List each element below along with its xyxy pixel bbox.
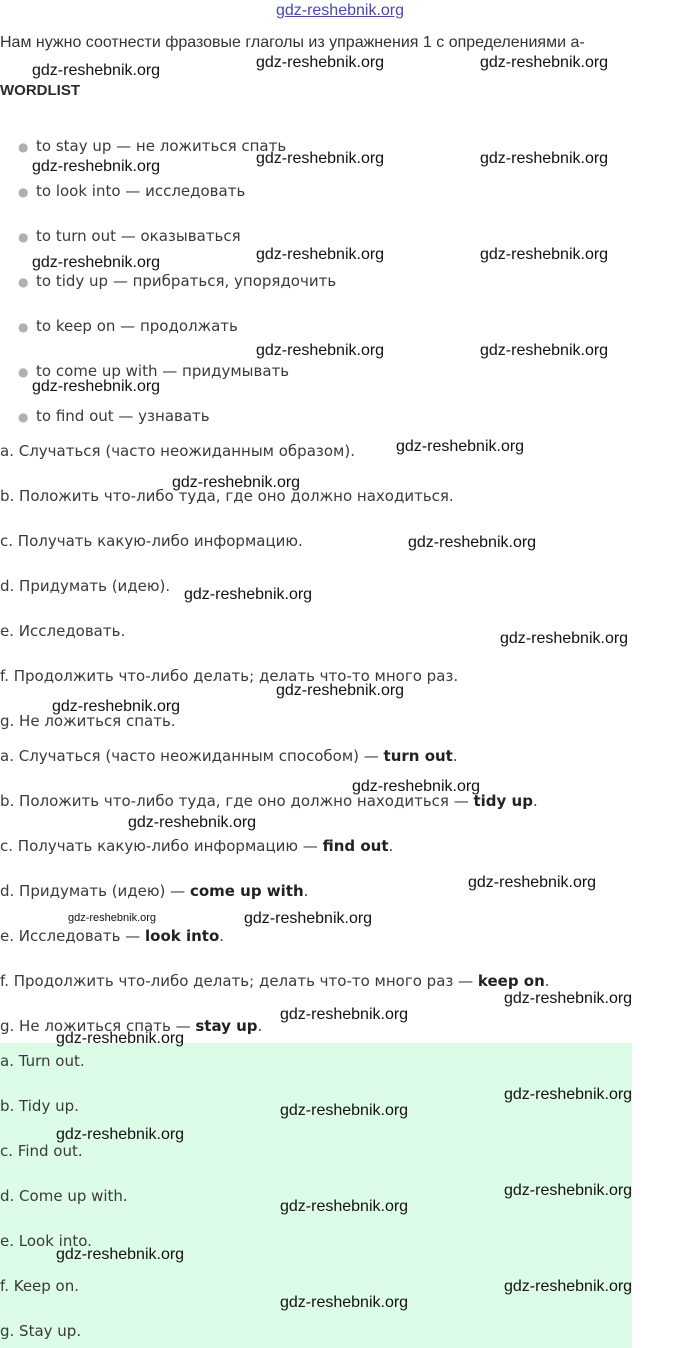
intro-text: Нам нужно соотнести фразовые глаголы из упражнения 1 с определениями a-: [0, 34, 585, 51]
watermark-text: gdz-reshebnik.org: [32, 254, 161, 271]
watermark-text: gdz-reshebnik.org: [504, 1182, 633, 1199]
definition-line: c. Получать какую-либо информацию.: [0, 532, 303, 550]
watermark-text: gdz-reshebnik.org: [256, 150, 385, 167]
matched-answer: turn out: [383, 747, 453, 765]
watermark-text: gdz-reshebnik.org: [500, 630, 629, 647]
wordlist-item: [18, 317, 238, 335]
watermark-text: gdz-reshebnik.org: [56, 1126, 185, 1143]
matched-line: [0, 747, 458, 765]
watermark-text: gdz-reshebnik.org: [256, 246, 385, 263]
matched-end: .: [219, 927, 225, 945]
watermark-text: gdz-reshebnik.org: [276, 682, 405, 699]
watermark-text: gdz-reshebnik.org: [280, 1006, 409, 1023]
matched-line: [0, 882, 308, 900]
watermark-text: gdz-reshebnik.org: [280, 1294, 409, 1311]
answer-line: c. Find out.: [0, 1142, 83, 1160]
wordlist-item-text: to come up with — придумывать: [36, 362, 290, 380]
matched-answer: look into: [145, 927, 220, 945]
wordlist-item-text: to find out — узнавать: [36, 407, 210, 425]
watermark-text: gdz-reshebnik.org: [480, 54, 609, 71]
matched-end: .: [303, 882, 309, 900]
matched-text: b. Положить что-либо туда, где оно должно находиться —: [0, 792, 474, 810]
watermark-text: gdz-reshebnik.org: [56, 1030, 185, 1047]
watermark-text: gdz-reshebnik.org: [128, 814, 257, 831]
watermark-text: gdz-reshebnik.org: [256, 54, 385, 71]
watermark-text: gdz-reshebnik.org: [172, 474, 301, 491]
wordlist-item: [18, 227, 241, 245]
watermark-text: gdz-reshebnik.org: [480, 342, 609, 359]
answer-line: g. Stay up.: [0, 1322, 82, 1340]
watermark-text: gdz-reshebnik.org: [52, 698, 181, 715]
wordlist-item-text: to look into — исследовать: [36, 182, 246, 200]
answer-line: a. Turn out.: [0, 1052, 85, 1070]
watermark-text: gdz-reshebnik.org: [504, 1086, 633, 1103]
matched-text: e. Исследовать —: [0, 927, 145, 945]
definition-line: e. Исследовать.: [0, 622, 126, 640]
watermark-text: gdz-reshebnik.org: [504, 990, 633, 1007]
wordlist-item-text: to stay up — не ложиться спать: [36, 137, 287, 155]
definition-line: a. Случаться (часто неожиданным образом).: [0, 442, 355, 460]
wordlist-item-text: to tidy up — прибраться, упорядочить: [36, 272, 337, 290]
watermark-text: gdz-reshebnik.org: [396, 438, 525, 455]
bullet-icon: ●: [18, 409, 29, 424]
matched-answer: tidy up: [473, 792, 533, 810]
bullet-icon: ●: [18, 364, 29, 379]
site-link[interactable]: gdz-reshebnik.org: [275, 2, 405, 19]
answer-line: d. Come up with.: [0, 1187, 128, 1205]
watermark-text: gdz-reshebnik.org: [68, 912, 157, 924]
matched-answer: find out: [322, 837, 389, 855]
matched-end: .: [257, 1017, 263, 1035]
watermark-text: gdz-reshebnik.org: [56, 1246, 185, 1263]
matched-text: c. Получать какую-либо информацию —: [0, 837, 323, 855]
wordlist-item-text: to keep on — продолжать: [36, 317, 238, 335]
watermark-text: gdz-reshebnik.org: [468, 874, 597, 891]
watermark-text: gdz-reshebnik.org: [184, 586, 313, 603]
wordlist-item: [18, 182, 245, 200]
bullet-icon: ●: [18, 229, 29, 244]
answer-line: f. Keep on.: [0, 1277, 80, 1295]
watermark-text: gdz-reshebnik.org: [256, 342, 385, 359]
watermark-text: gdz-reshebnik.org: [32, 378, 161, 395]
definition-line: g. Не ложиться спать.: [0, 712, 176, 730]
matched-line: [0, 837, 393, 855]
answer-line: b. Tidy up.: [0, 1097, 79, 1115]
wordlist-item: [18, 407, 210, 425]
watermark-text: gdz-reshebnik.org: [408, 534, 537, 551]
matched-end: .: [388, 837, 394, 855]
watermark-text: gdz-reshebnik.org: [480, 150, 609, 167]
matched-end: .: [544, 972, 550, 990]
matched-end: .: [452, 747, 458, 765]
matched-line: [0, 972, 550, 990]
wordlist-item: [18, 272, 336, 290]
bullet-icon: ●: [18, 319, 29, 334]
wordlist-item-text: to turn out — оказываться: [36, 227, 241, 245]
answer-line: e. Look into.: [0, 1232, 92, 1250]
watermark-text: gdz-reshebnik.org: [280, 1102, 409, 1119]
watermark-text: gdz-reshebnik.org: [244, 910, 373, 927]
watermark-text: gdz-reshebnik.org: [480, 246, 609, 263]
matched-line: [0, 927, 224, 945]
watermark-text: gdz-reshebnik.org: [32, 158, 161, 175]
matched-answer: come up with: [189, 882, 304, 900]
matched-answer: stay up: [195, 1017, 258, 1035]
watermark-text: gdz-reshebnik.org: [352, 778, 481, 795]
bullet-icon: ●: [18, 184, 29, 199]
definition-line: f. Продолжить что-либо делать; делать что-то много раз.: [0, 667, 459, 685]
matched-text: a. Случаться (часто неожиданным способом) —: [0, 747, 384, 765]
watermark-text: gdz-reshebnik.org: [32, 62, 161, 79]
matched-answer: keep on: [477, 972, 545, 990]
definition-line: b. Положить что-либо туда, где оно должно находиться.: [0, 487, 454, 505]
watermark-text: gdz-reshebnik.org: [280, 1198, 409, 1215]
watermark-text: gdz-reshebnik.org: [504, 1278, 633, 1295]
matched-text: g. Не ложиться спать —: [0, 1017, 196, 1035]
bullet-icon: ●: [18, 274, 29, 289]
wordlist-title: WORDLIST: [0, 82, 80, 99]
wordlist-item: [18, 137, 286, 155]
matched-text: f. Продолжить что-либо делать; делать что-то много раз —: [0, 972, 478, 990]
bullet-icon: ●: [18, 139, 29, 154]
definition-line: d. Придумать (идею).: [0, 577, 171, 595]
matched-end: .: [532, 792, 538, 810]
matched-text: d. Придумать (идею) —: [0, 882, 190, 900]
